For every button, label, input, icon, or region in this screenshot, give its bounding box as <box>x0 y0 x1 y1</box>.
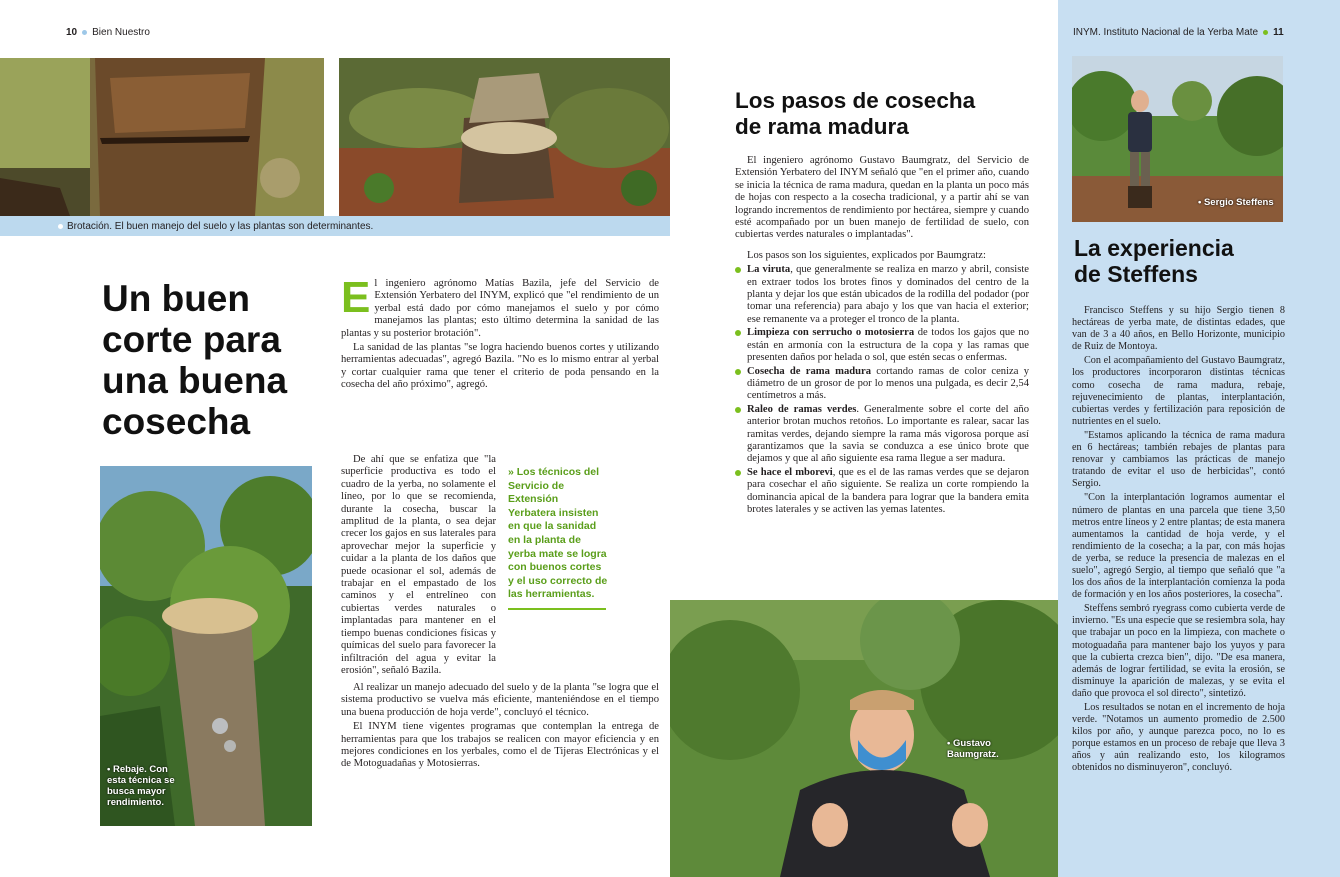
left-article-title: Un buen corte para una buena cosecha <box>102 278 288 442</box>
pullquote-rule <box>508 608 606 610</box>
step-bold: Limpieza con serrucho o motosierra <box>747 327 915 339</box>
left-article-body-top <box>341 273 659 394</box>
photo-stump <box>339 58 670 216</box>
org-name: INYM. Instituto Nacional de la Yerba Mate <box>1073 27 1259 38</box>
step-text <box>747 327 1029 364</box>
header-dot <box>1263 30 1268 35</box>
step-bold: Cosecha de rama madura <box>747 365 872 377</box>
header-right <box>1073 27 1284 38</box>
step-item <box>735 366 1029 403</box>
left-article-p5: El INYM tiene vigentes programas que contemplan la entrega de herramientas para que los trabajos se realicen con mayor eficiencia y en mejores condiciones en los yerbales, como el de Tijeras Electrónicas y el de Motoguadañas y Motosierras. <box>341 721 659 770</box>
step-rest: , que generalmente se realiza en marzo y abril, consiste en extraer todos los brotes finos y dominados del centro de la planta y dejar los que están ubicados de la rodilla del podador (por tomar una referencia) para abajo y los que van hacia el exterior; ese remanente va a proteger el tronco de la planta. <box>747 264 1029 325</box>
caption-top <box>58 221 373 232</box>
right-article-p6: Los resultados se notan en el incremento de hoja verde. "Notamos un aumento promedio de 2.500 kilos por año, y aunque parezca poco, no lo es porque estamos en un proceso de rebaje que lleva 3 años y aún realizando esto, los kilogramos obtenidos no disminuyeron", concluyó. <box>1072 702 1285 774</box>
step-item <box>735 264 1029 326</box>
middle-title-line2: de rama madura <box>735 114 909 139</box>
left-article-body-bottom <box>341 682 659 773</box>
left-article-p2: La sanidad de las plantas "se logra haciendo buenos cortes y utilizando herramientas adecuadas", agregó Bazila. "No es lo mismo entrar al yerbal y cortar cualquier rama que tener el criterio de poda pensando en la cosecha del año próximo", agregó. <box>341 342 659 391</box>
caption-sergio: • Sergio Steffens <box>1198 197 1274 208</box>
caption-dot <box>58 224 63 229</box>
step-rest: de todos los gajos que no están en armonía con la estructura de la copa y las ramas que presenten daños por helada o sol, que estén secas o enfermas. <box>747 327 1030 364</box>
step-bold: Raleo de ramas verdes <box>747 403 857 415</box>
bullet-icon <box>735 369 741 375</box>
step-text <box>747 467 1029 517</box>
bullet-icon <box>735 330 741 336</box>
caption-top-text: Brotación. El buen manejo del suelo y las plantas son determinantes. <box>67 221 374 232</box>
step-bold: Se hace el mborevi <box>747 466 833 478</box>
right-article-p3: "Estamos aplicando la técnica de rama madura en 6 hectáreas; también rebajes de plantas para renovar y cambiamos las prácticas de manejo tratando de evitar el uso de herbicidas", contó Sergio. <box>1072 429 1285 490</box>
right-article-body <box>1072 305 1285 777</box>
page-number-right: 11 <box>1273 27 1284 38</box>
step-text <box>747 264 1029 326</box>
step-text <box>747 366 1029 403</box>
left-article-p3: De ahí que se enfatiza que "la superficie productiva es todo el cuadro de la yerba, no solamente el líneo, por lo que se recomienda, durante la cosecha, buscar la amplitud de la planta, o sea dejar crecer los gajos en sus laterales para aprovechar mejor la superficie y cuidar a la planta de los daños que puede ocasionar el sol, además de trabajar en el empastado de los caminos y el entrelíneo con cubiertas verdes naturales o implantadas para mantener en el tiempo buenas condiciones físicas y químicas del suelo para favorecer la infiltración del agua y evitar la erosión", señaló Bazila. <box>341 454 496 676</box>
bullet-icon <box>735 470 741 476</box>
bullet-icon <box>735 267 741 273</box>
caption-gustavo: • Gustavo Baumgratz. <box>947 738 999 760</box>
middle-article-title <box>735 88 1035 140</box>
drop-cap: E <box>341 273 371 322</box>
step-text <box>747 404 1029 466</box>
header-dot <box>82 30 87 35</box>
bullet-icon <box>735 407 741 413</box>
step-rest: , que es el de las ramas verdes que se dejaron para cosechar el año siguiente. Se realiza un corte rompiendo la dominancia apical de la bandera para lograr que la bandera emita brotes laterales y se activen las yemas latentes. <box>747 466 1029 515</box>
page-number-left: 10 <box>66 27 78 38</box>
right-article-p4: "Con la interplantación logramos aumentar el número de plantas en una parcela que tiene 3,50 metros entre líneos y 2 entre plantas; de esta manera aumentamos la cantidad de hoja verde, y el rendimiento de la cosecha; a la par, con más hojas de yerba, se reduce la presencia de malezas en el suelo", agregó Sergio, al tiempo que señaló que "a los dos años de la interplantación comienza la poda de formación y en los años posteriores, la cosecha". <box>1072 492 1286 601</box>
right-title-line1: La experiencia <box>1074 235 1234 261</box>
left-article-p4: Al realizar un manejo adecuado del suelo y de la planta "se logra que el sistema productivo se vuelva más eficiente, manteniéndose en el tiempo una buena producción de hoja verde", concluyó el técnico. <box>341 682 659 718</box>
pullquote: » Los técnicos del Servicio de Extensión Yerbatera insisten en que la sanidad en la planta de yerba mate se logra con buenos cortes y el uso correcto de las herramientas. <box>508 466 608 601</box>
right-article-p5: Steffens sembró ryegrass como cubierta verde de invierno. "Es una especie que se resiembra sola, hay que trabajar un poco en la limpieza, con machete o motoguadaña para mantener bajo los yuyos y para que la cubierta crezca bien", dijo. "De esa manera, además de lograr fertilidad, se evita la erosión, se disminuye la aparición de malezas, y se evita el daño que provoca el sol directo", sintetizó. <box>1072 603 1285 699</box>
middle-article-lead: Los pasos son los siguientes, explicados por Baumgratz: <box>747 249 986 261</box>
right-article-p1: Francisco Steffens y su hijo Sergio tienen 8 hectáreas de yerba mate, de distintas edades, que van de 3 a 40 años, en Bello Horizonte, municipio de Ruiz de Montoya. <box>1072 305 1285 353</box>
step-item <box>735 404 1029 466</box>
left-article-p1: l ingeniero agrónomo Matías Bazila, jefe del Servicio de Extensión Yerbatero del INYM, explicó que "el rendimiento de un yerbal está dado por cómo manejamos el suelo y por cómo manejamos las plantas; esto último determina la sanidad de las plantas y su posterior brotación". <box>341 278 659 339</box>
step-rest: cortando ramas de color ceniza y diámetro de un grosor de por lo menos una pulgada, es decir 2,54 centímetros a más. <box>747 365 1029 402</box>
middle-article-body <box>735 155 1029 517</box>
header-left <box>66 27 150 38</box>
step-bold: La viruta <box>747 264 791 276</box>
section-name: Bien Nuestro <box>92 27 150 38</box>
left-article-body-mid <box>341 454 496 679</box>
middle-title-line1: Los pasos de cosecha <box>735 88 976 113</box>
right-title-line2: de Steffens <box>1074 261 1198 287</box>
step-item <box>735 327 1029 364</box>
middle-article-intro: El ingeniero agrónomo Gustavo Baumgratz, del Servicio de Extensión Yerbatero del INYM señaló que "en el primer año, cuando se inicia la técnica de rama madura, quedan en la planta un poco más de hojas con respecto a la cosecha tradicional, y a partir ahí se van logrando incrementos de rendimiento por hectárea, siempre y cuando esté acompañado por un buen manejo de fertilidad de suelo, con cubiertas verdes naturales o implantadas". <box>735 155 1029 241</box>
caption-rebaje: • Rebaje. Con esta técnica se busca mayor rendimiento. <box>107 764 175 808</box>
photo-trunk-cut <box>0 58 324 216</box>
right-article-p2: Con el acompañamiento del Gustavo Baumgratz, los productores incorporaron distintas técnicas como cosecha de rama madura, rebaje, rejuvenecimiento de plantas, interplantación, cubiertas verdes y fertilización para reposición de nutrientes en el suelo. <box>1072 355 1285 427</box>
step-rest: . Generalmente sobre el corte del año anterior brotan muchos retoños. Lo importante es ralear, sacar las ramitas verdes, dejando siempre la rama más vigorosa porque así garantizamos que la savia se conduzca a ese único brote que dejamos y que al año siguiente esa rama llegue a ser madura. <box>747 403 1030 465</box>
steps-list <box>735 264 1029 516</box>
right-article-title <box>1074 235 1294 287</box>
step-item <box>735 467 1029 517</box>
